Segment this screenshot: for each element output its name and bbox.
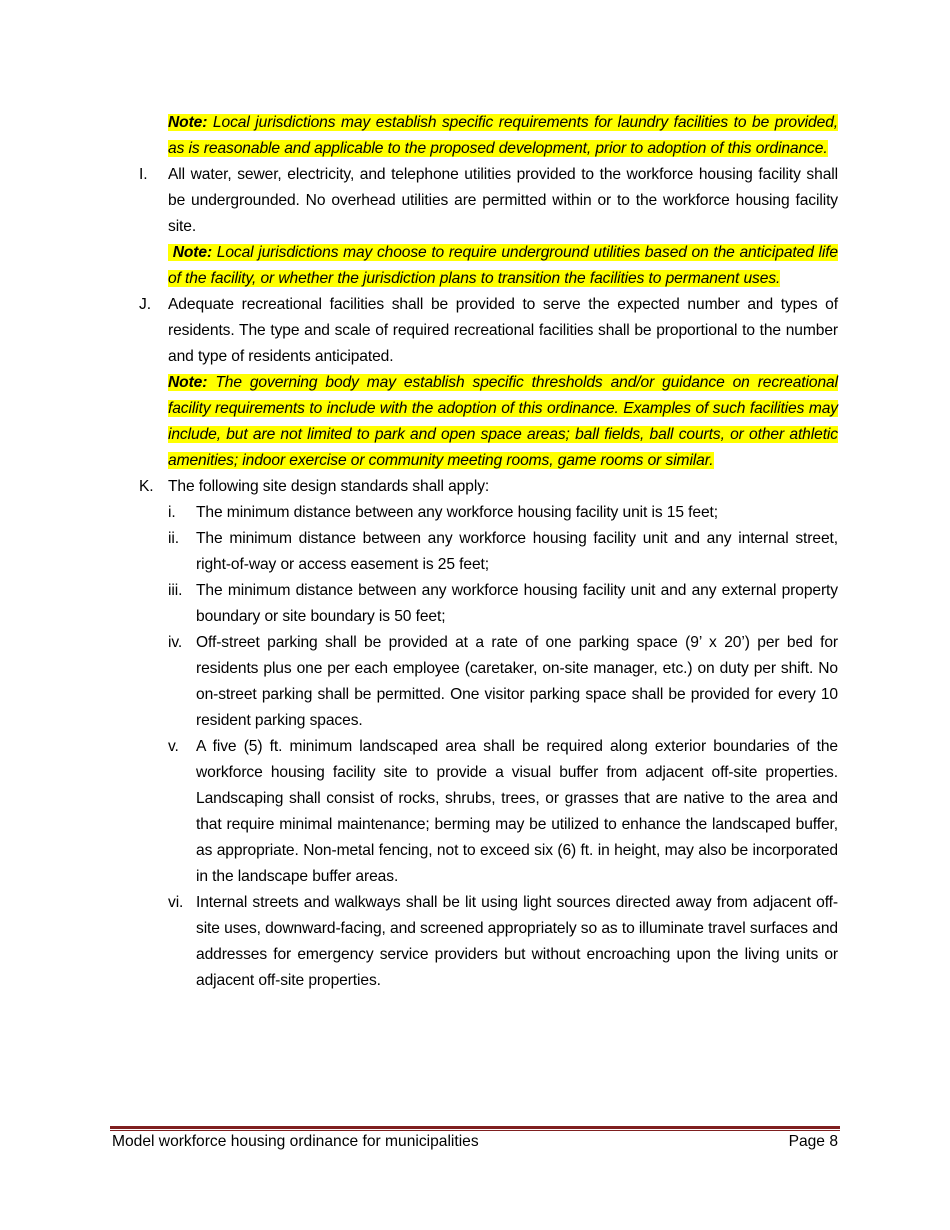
footer-title: Model workforce housing ordinance for municipalities [112, 1133, 479, 1150]
note-utilities [168, 240, 838, 292]
document-body [138, 110, 838, 994]
note-text: Local jurisdictions may establish specific requirements for laundry facilities to be provided, as is reasonable and applicable to the proposed development, prior to adoption of this ordinance. [168, 114, 838, 157]
note-recreation [168, 370, 838, 474]
standard-item-iii [138, 578, 838, 630]
list-item-text: The following site design standards shall apply: [168, 478, 490, 495]
list-item-text: All water, sewer, electricity, and telephone utilities provided to the workforce housing facility shall be undergrounded. No overhead utilities are permitted within or to the workforce housing facility site. [168, 166, 838, 235]
sublist-item-text: The minimum distance between any workforce housing facility unit and any internal street, right-of-way or access easement is 25 feet; [196, 530, 838, 573]
footer-rule [110, 1126, 840, 1129]
note-label: Note: [172, 244, 213, 261]
list-item-i [138, 162, 838, 240]
list-item-text: Adequate recreational facilities shall be provided to serve the expected number and types of residents. The type and scale of required recreational facilities shall be proportional to the number and type of residents anticipated. [168, 296, 838, 365]
standard-item-iv [138, 630, 838, 734]
sublist-item-text: Internal streets and walkways shall be lit using light sources directed away from adjacent off-site uses, downward-facing, and screened appropriately so as to illuminate travel surfaces and addresses for emergency service providers but without encroaching upon the living units or adjacent off-site properties. [196, 894, 838, 989]
sublist-marker: v. [168, 738, 179, 755]
note-text: Local jurisdictions may choose to require underground utilities based on the anticipated life of the facility, or whether the jurisdiction plans to transition the facilities to permanent uses. [168, 244, 838, 287]
standard-item-v [138, 734, 838, 890]
note-laundry [168, 110, 838, 162]
sublist-item-text: A five (5) ft. minimum landscaped area shall be required along exterior boundaries of the workforce housing facility site to provide a visual buffer from adjacent off-site properties. Landscaping shall consist of rocks, shrubs, trees, or grasses that are native to the area and that require minimal maintenance; berming may be utilized to enhance the landscaped buffer, as appropriate. Non-metal fencing, not to exceed six (6) ft. in height, may also be incorporated in the landscape buffer areas. [196, 738, 838, 885]
list-item-k [138, 474, 838, 500]
sublist-marker: iv. [168, 634, 183, 651]
sublist-item-text: Off-street parking shall be provided at a rate of one parking space (9’ x 20’) per bed for residents plus one per each employee (caretaker, on-site manager, etc.) on duty per shift. No on-street parking shall be permitted. One visitor parking space shall be provided for every 10 resident parking spaces. [196, 634, 838, 729]
sublist-marker: ii. [168, 530, 179, 547]
standard-item-ii [138, 526, 838, 578]
sublist-marker: i. [168, 504, 176, 521]
standard-item-i [138, 500, 838, 526]
note-text: The governing body may establish specific thresholds and/or guidance on recreational facility requirements to include with the adoption of this ordinance. Examples of such facilities may include, but are not limited to park and open space areas; ball fields, ball courts, or other athletic amenities; indoor exercise or community meeting rooms, game rooms or similar. [168, 374, 838, 469]
list-marker: J. [139, 296, 151, 313]
sublist-marker: iii. [168, 582, 183, 599]
standard-item-vi [138, 890, 838, 994]
sublist-item-text: The minimum distance between any workforce housing facility unit is 15 feet; [196, 504, 718, 521]
note-label: Note: [168, 114, 208, 131]
footer-page-number: Page 8 [788, 1133, 838, 1150]
list-marker: K. [139, 478, 154, 495]
list-marker: I. [139, 166, 148, 183]
sublist-marker: vi. [168, 894, 184, 911]
note-label: Note: [168, 374, 208, 391]
sublist-item-text: The minimum distance between any workforce housing facility unit and any external property boundary or site boundary is 50 feet; [196, 582, 838, 625]
list-item-j [138, 292, 838, 370]
